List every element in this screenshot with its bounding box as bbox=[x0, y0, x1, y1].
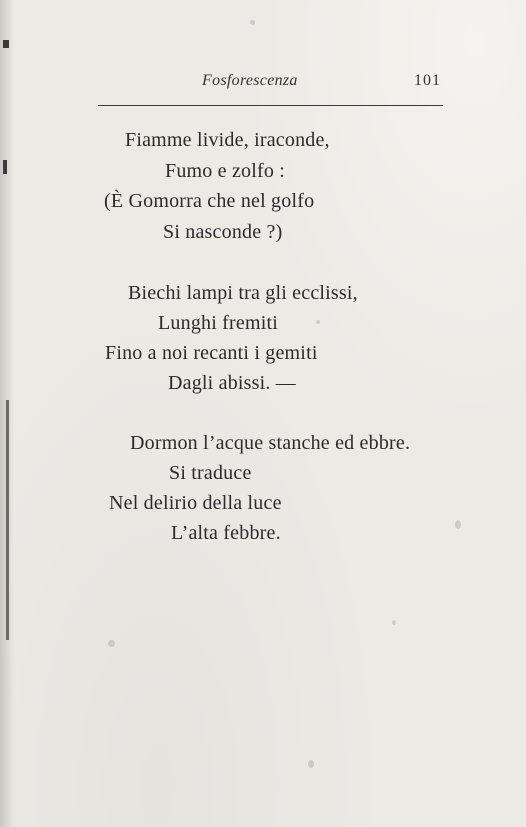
paper-speck bbox=[392, 620, 396, 625]
verse-line: Dagli abissi. — bbox=[168, 372, 296, 394]
binding-edge bbox=[6, 400, 9, 640]
verse-line: Fumo e zolfo : bbox=[165, 160, 286, 182]
paper-speck bbox=[250, 20, 255, 25]
verse-line: (È Gomorra che nel golfo bbox=[104, 190, 315, 212]
verse-line: Si nasconde ?) bbox=[163, 221, 283, 243]
page-header bbox=[0, 70, 526, 100]
page-number: 101 bbox=[414, 72, 441, 89]
verse-line: Si traduce bbox=[169, 462, 252, 484]
verse-line: Biechi lampi tra gli ecclissi, bbox=[128, 282, 358, 304]
paper-speck bbox=[455, 520, 461, 529]
verse-line: Fiamme livide, iraconde, bbox=[125, 129, 330, 151]
paper-speck bbox=[308, 760, 314, 768]
verse-line: Nel delirio della luce bbox=[109, 492, 282, 514]
verse-line: Fino a noi recanti i gemiti bbox=[105, 342, 318, 364]
verse-line: Lunghi fremiti bbox=[158, 312, 278, 334]
paper-speck bbox=[108, 640, 115, 647]
header-rule bbox=[98, 105, 443, 106]
binding-mark bbox=[3, 160, 7, 174]
verse-line: Dormon l’acque stanche ed ebbre. bbox=[130, 432, 411, 454]
paper-speck bbox=[316, 320, 320, 324]
binding-mark bbox=[3, 40, 9, 48]
verse-line: L’alta febbre. bbox=[171, 522, 281, 544]
running-title: Fosforescenza bbox=[202, 72, 298, 89]
